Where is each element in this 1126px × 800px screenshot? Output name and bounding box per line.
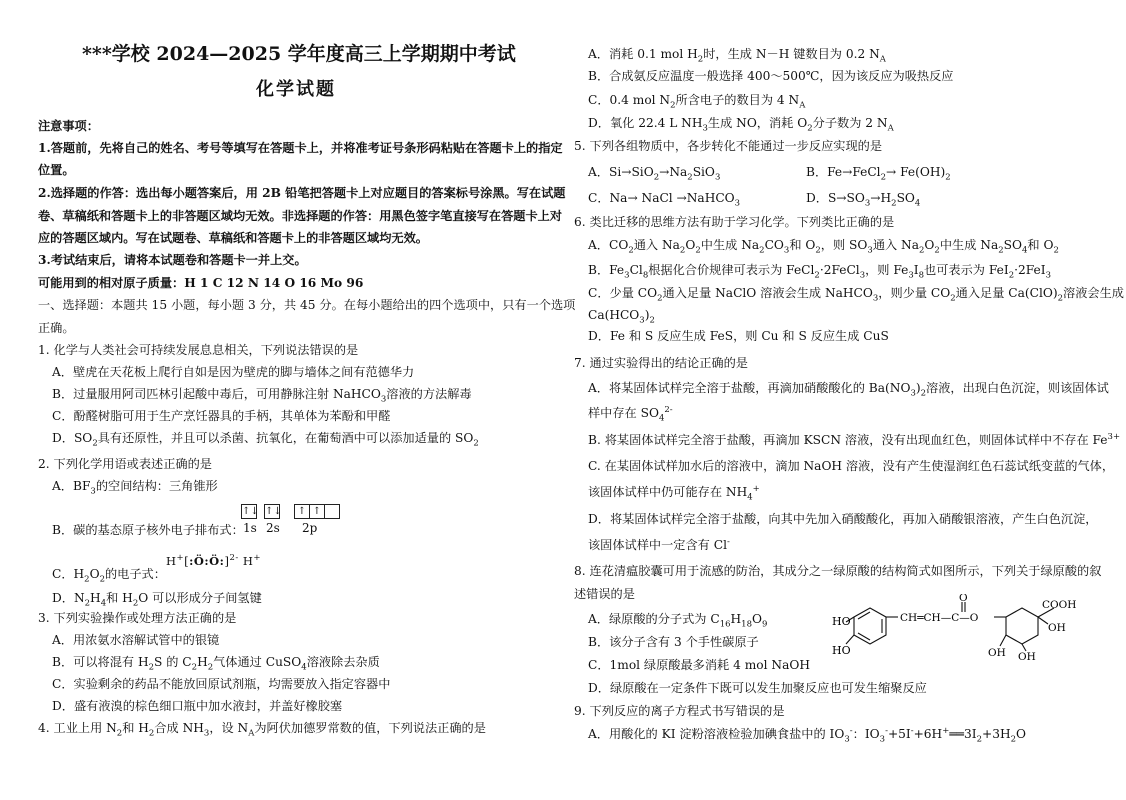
orbital-2p-2: ↑ [309, 504, 325, 519]
page-title: ***学校 2024—2025 学年度高三上学期期中考试 [82, 43, 516, 65]
orbital-1s: ↑↓ [242, 506, 259, 517]
q4-option-c: C．0.4 mol $N_2$所含电子的数目为 4 $N_A$ [588, 93, 806, 111]
q2-option-b: B．碳的基态原子核外电子排布式： [52, 523, 244, 537]
q5-option-c: C．Na→ NaCl →NaHCO$_3$ [588, 191, 741, 209]
q6-option-a: A．$CO_2$通入 $Na_2O_2$中生成 $Na_2CO_3$和 $O_2$，则 $SO_3$通入 $Na_2O_2$中生成 $Na_2SO_4$和 $O_2$ [588, 238, 1059, 256]
ho-label-2: HO [832, 644, 851, 657]
oh-label-3: OH [1018, 651, 1036, 663]
q6-option-b: B．$Fe_3Cl_8$根据化合价规律可表示为 FeCl$_2$·2FeCl$_3$，则 $Fe_3I_8$也可表示为 FeI$_2$·2FeI$_3$ [588, 263, 1051, 281]
q2-option-d: D．$N_2H_4$和 $H_2O$ 可以形成分子间氢键 [52, 591, 262, 609]
q5-option-d: D．$S\to SO_3\to H_2SO_4$ [806, 191, 921, 209]
q7-option-b: B. 将某固体试样完全溶于盐酸，再滴加 KSCN 溶液，没有出现血红色，则固体试样中不存在 $Fe^{3+}$ [588, 431, 1121, 447]
q8-stem: 8. 连花清瘟胶囊可用于流感的防治，其成分之一绿原酸的结构简式如图所示，下列关于绿原酸的叙 [574, 564, 1102, 578]
q3-option-a: A．用浓氨水溶解试管中的银镜 [52, 633, 220, 647]
note-1a: 1.答题前，先将自己的姓名、考号等填写在答题卡上，并将准考证号条形码粘贴在答题卡上的指定 [38, 141, 563, 155]
q3-option-c: C．实验剩余的药品不能放回原试剂瓶，均需要放入指定容器中 [52, 677, 391, 691]
note-1b: 位置。 [38, 163, 75, 177]
q7-option-c-cont: 该固体试样中仍可能存在 $NH_4^+$ [588, 483, 760, 503]
q3-stem: 3. 下列实验操作或处理方法正确的是 [38, 611, 237, 625]
note-2a: 2.选择题的作答：选出每小题答案后，用 2B 铅笔把答题卡上对应题目的答案标号涂黑。写在试题 [38, 186, 566, 200]
q4-stem: 4. 工业上用 $N_2$和 $H_2$合成 $NH_3$，设 $N_A$为阿伏加德罗常数的值，下列说法正确的是 [38, 721, 486, 739]
q3-option-b: B．可以将混有 $H_2S$ 的 $C_2H_2$气体通过 CuSO$_4$溶液除去杂质 [52, 655, 380, 673]
q3-option-d: D．盛有液溴的棕色细口瓶中加水液封，并盖好橡胶塞 [52, 699, 343, 713]
orbital-label-2p: 2p [302, 521, 318, 535]
oh-label-2: OH [988, 647, 1006, 659]
q8-option-c: C．1mol 绿原酸最多消耗 4 mol NaOH [588, 658, 810, 672]
page-subtitle: 化学试题 [256, 79, 336, 100]
orbital-label-1s: 1s [243, 521, 257, 535]
q7-option-a-cont: 样中存在 $SO_4^{2-}$ [588, 404, 673, 424]
benzene-ring [854, 608, 886, 644]
orbital-2p-3 [324, 504, 340, 519]
notes-heading: 注意事项： [38, 119, 99, 133]
cooh-label: COOH [1042, 599, 1077, 611]
note-2b: 卷、草稿纸和答题卡上的非答题区域均无效。非选择题的作答：用黑色签字笔直接写在答题卡上对 [38, 209, 563, 223]
q1-stem: 1. 化学与人类社会可持续发展息息相关，下列说法错误的是 [38, 343, 359, 357]
q9-stem: 9. 下列反应的离子方程式书写错误的是 [574, 704, 785, 718]
q5-option-b: B．Fe→FeCl$_2$→ $Fe(OH)_2$ [806, 165, 951, 183]
q6-option-c: C．少量 $CO_2$通入足量 NaClO 溶液会生成 NaHCO$_3$，则少量 $CO_2$通入足量 $Ca(ClO)_2$溶液会生成 [588, 286, 1124, 304]
q4-option-b: B．合成氨反应温度一般选择 400～500℃，因为该反应为吸热反应 [588, 69, 954, 83]
q7-option-d: D．将某固体试样完全溶于盐酸，向其中先加入硝酸酸化，再加入硝酸银溶液，产生白色沉淀， [588, 512, 1098, 526]
q4-option-a: A．消耗 0.1 mol $H_2$时，生成 N－H 键数目为 0.2 $N_A$ [588, 47, 886, 65]
note-2c: 应的答题区域内。写在试题卷、草稿纸和答题卡上的非答题区域均无效。 [38, 231, 428, 245]
section-instructions: 一、选择题：本题共 15 小题，每小题 3 分，共 45 分。在每小题给出的四个选项中，只有一个选项 [38, 298, 576, 312]
q8-stem-cont: 述错误的是 [574, 587, 635, 601]
q2-stem: 2. 下列化学用语或表述正确的是 [38, 457, 212, 471]
q5-option-a: A．$Si\to SiO_2\to Na_2SiO_3$ [588, 165, 721, 183]
q9-option-a: A．用酸化的 KI 淀粉溶液检验加碘食盐中的 $IO_3^-$：$IO_3^-+5I^-+6H^+══3I_2+3H_2O$ [588, 725, 1027, 745]
q6-stem: 6. 类比迁移的思维方法有助于学习化学。下列类比正确的是 [574, 215, 895, 229]
q1-option-d: D．$SO_2$具有还原性，并且可以杀菌、抗氧化，在葡萄酒中可以添加适量的 $SO_2$ [52, 431, 479, 449]
q8-option-d: D．绿原酸在一定条件下既可以发生加聚反应也可发生缩聚反应 [588, 681, 927, 695]
ho-label-1: HO [832, 615, 851, 628]
q1-option-c: C．酚醛树脂可用于生产烹饪器具的手柄，其单体为苯酚和甲醛 [52, 409, 391, 423]
q7-stem: 7. 通过实验得出的结论正确的是 [574, 356, 748, 370]
note-3: 3.考试结束后，请将本试题卷和答题卡一并上交。 [38, 253, 307, 267]
q1-option-a: A．壁虎在天花板上爬行自如是因为壁虎的脚与墙体之间有范德华力 [52, 365, 415, 379]
q6-option-c-cont: $Ca(HCO_3)_2$ [588, 308, 655, 326]
side-chain: CH═CH—C—O [900, 612, 979, 624]
carbonyl-oxygen: O [959, 594, 968, 604]
q1-option-b: B．过量服用阿司匹林引起酸中毒后，可用静脉注射 NaHCO$_3$溶液的方法解毒 [52, 387, 472, 405]
q7-option-a: A．将某固体试样完全溶于盐酸，再滴加硝酸酸化的 $Ba(NO_3)_2$溶液，出现白色沉淀，则该固体试 [588, 381, 1109, 399]
section-instructions-2: 正确。 [38, 321, 75, 335]
electron-dot-formula: H+[:Ö:Ö:]$^{2-}$ H+ [166, 553, 262, 568]
q4-option-d: D．氧化 22.4 L $NH_3$生成 NO，消耗 $O_2$分子数为 2 $N_A$ [588, 116, 894, 134]
q2-option-c: C．$H_2O_2$的电子式： [52, 567, 166, 585]
q7-option-d-cont: 该固体试样中一定含有 Cl- [588, 536, 730, 552]
orbital-2p-1: ↑ [294, 504, 310, 519]
q6-option-d: D．Fe 和 S 反应生成 FeS，则 Cu 和 S 反应生成 CuS [588, 329, 889, 343]
q8-option-b: B．该分子含有 3 个手性碳原子 [588, 635, 759, 649]
q8-option-a: A．绿原酸的分子式为 $C_{16}H_{18}O_9$ [588, 612, 768, 630]
atomic-masses: 可能用到的相对原子质量：H 1 C 12 N 14 O 16 Mo 96 [38, 276, 364, 290]
q7-option-c: C. 在某固体试样加水后的溶液中，滴加 NaOH 溶液，没有产生使湿润红色石蕊试纸变蓝的气体， [588, 459, 1115, 473]
q2-option-a: A．$BF_3$的空间结构：三角锥形 [52, 479, 218, 497]
cyclohexane-ring [1006, 608, 1038, 644]
orbital-label-2s: 2s [266, 521, 280, 535]
oh-label-1: OH [1048, 622, 1066, 634]
orbital-2s: ↑↓ [265, 506, 282, 517]
chlorogenic-acid-structure [832, 594, 1094, 664]
q5-stem: 5. 下列各组物质中，各步转化不能通过一步反应实现的是 [574, 139, 883, 153]
